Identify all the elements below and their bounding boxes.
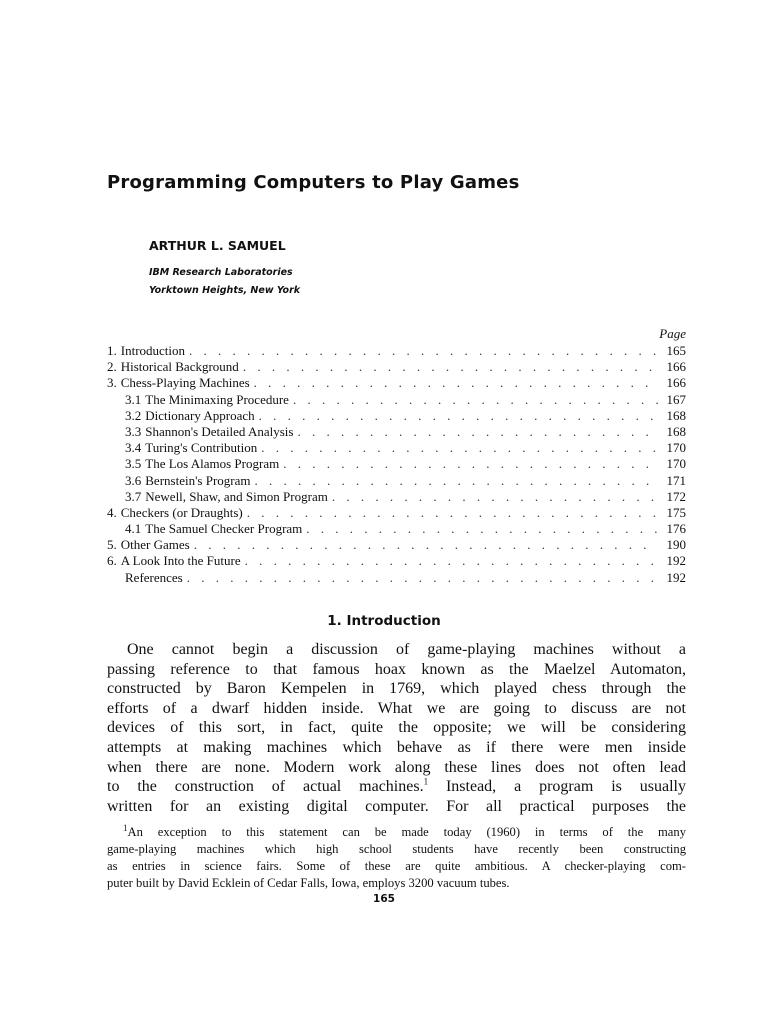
toc-entry-page: 167 xyxy=(666,391,686,407)
footnote-line: puter built by David Ecklein of Cedar Falls, Iowa, employs 3200 vacuum tubes. xyxy=(107,876,510,890)
affiliation-location: Yorktown Heights, New York xyxy=(149,285,301,296)
toc-entry-number: 3.4 xyxy=(125,440,142,456)
body-line: attempts at making machines which behave as if there were men inside xyxy=(107,738,686,756)
toc-entry-label: Bernstein's Program xyxy=(145,472,251,488)
toc-entry-page: 175 xyxy=(666,504,686,520)
toc-entry-label: The Los Alamos Program xyxy=(145,456,280,472)
toc-entry[interactable] xyxy=(107,521,686,537)
toc-entry-label: Dictionary Approach xyxy=(145,407,255,423)
toc-entry-number: 3. xyxy=(107,375,117,391)
footnote xyxy=(107,824,686,892)
page-number: 165 xyxy=(373,893,395,905)
toc-leader-dots xyxy=(245,553,658,569)
footnote-mark: 1 xyxy=(123,822,128,833)
toc-leader-dots xyxy=(189,343,658,359)
toc-entry-number: 3.5 xyxy=(125,456,142,472)
toc-entry[interactable] xyxy=(107,424,686,440)
toc-entry-label: Other Games xyxy=(120,537,190,553)
toc-entry[interactable] xyxy=(107,440,686,456)
toc-entry-label: Introduction xyxy=(120,343,186,358)
toc-entry-label: Shannon's Detailed Analysis xyxy=(145,423,294,439)
toc-entry[interactable] xyxy=(107,392,686,408)
toc-leader-dots xyxy=(297,424,658,440)
toc-leader-dots xyxy=(194,537,658,553)
toc-entry-label: References xyxy=(125,569,183,585)
toc-entry-label: The Samuel Checker Program xyxy=(145,521,303,537)
toc-entry[interactable] xyxy=(107,489,686,505)
toc-entry-page: 192 xyxy=(666,569,686,585)
toc-entry-number: 5. xyxy=(107,537,117,553)
toc-entry-page: 171 xyxy=(666,472,686,488)
toc-entry[interactable] xyxy=(107,343,686,359)
toc-entry-page: 168 xyxy=(666,407,686,423)
toc-entry[interactable] xyxy=(107,359,686,375)
toc-leader-dots xyxy=(187,570,658,586)
toc-entry-label: Newell, Shaw, and Simon Program xyxy=(145,488,328,504)
body-line: passing reference to that famous hoax known as the Maelzel Automaton, xyxy=(107,660,686,678)
toc-entry[interactable] xyxy=(107,473,686,489)
toc-entry-label: A Look Into the Future xyxy=(120,553,241,569)
toc-entry[interactable] xyxy=(107,375,686,391)
body-line-head: to the construction of actual machines. xyxy=(107,778,424,796)
toc-entry-page: 165 xyxy=(666,343,686,358)
article-title: Programming Computers to Play Games xyxy=(107,172,520,193)
toc-entry[interactable] xyxy=(107,537,686,553)
section-heading: 1. Introduction xyxy=(327,613,441,629)
toc-leader-dots xyxy=(259,408,658,424)
toc-entry-number: 6. xyxy=(107,553,117,569)
toc-entry-label: Chess-Playing Machines xyxy=(120,375,250,391)
footnote-reference-mark[interactable]: 1 xyxy=(423,776,429,787)
body-line-with-footnote-ref xyxy=(107,777,686,797)
toc-entry-page: 192 xyxy=(666,553,686,569)
toc-entry-label: The Minimaxing Procedure xyxy=(145,391,289,407)
toc-leader-dots xyxy=(332,489,658,505)
toc-page-heading: Page xyxy=(659,326,686,341)
toc-entry-page: 176 xyxy=(666,521,686,537)
toc-entry-page: 166 xyxy=(666,375,686,391)
toc-leader-dots xyxy=(283,456,658,472)
body-text xyxy=(107,640,686,816)
toc-entry[interactable] xyxy=(107,456,686,472)
toc-entry-label: Checkers (or Draughts) xyxy=(120,504,243,520)
toc-entry[interactable] xyxy=(107,408,686,424)
toc-leader-dots xyxy=(254,375,658,391)
toc-entry-number: 4.1 xyxy=(125,521,142,537)
body-line: when there are none. Modern work along these lines does not often lead xyxy=(107,758,686,776)
body-line-tail: Instead, a program is usually xyxy=(428,778,686,796)
toc-entry-number: 4. xyxy=(107,504,117,520)
toc-entry[interactable] xyxy=(107,570,686,586)
toc-entry-number: 1. xyxy=(107,343,117,358)
toc-entry-number: 3.7 xyxy=(125,488,142,504)
toc-entry-number: 3.2 xyxy=(125,407,142,423)
toc-entry-page: 170 xyxy=(666,456,686,472)
affiliation-institution: IBM Research Laboratories xyxy=(149,267,293,278)
toc-entry-number: 3.1 xyxy=(125,391,142,407)
footnote-line-text: An exception to this statement can be made today (1960) in terms of the many xyxy=(127,825,686,839)
body-line: One cannot begin a discussion of game-playing machines without a xyxy=(127,641,686,658)
body-line: constructed by Baron Kempelen in 1769, which played chess through the xyxy=(107,680,686,698)
toc-entry[interactable] xyxy=(107,553,686,569)
toc-entry-label: Historical Background xyxy=(120,359,239,375)
toc-entry[interactable] xyxy=(107,505,686,521)
author-name: ARTHUR L. SAMUEL xyxy=(149,238,286,253)
toc-leader-dots xyxy=(243,359,658,375)
toc-entry-page: 168 xyxy=(666,423,686,439)
toc-entry-page: 172 xyxy=(666,488,686,504)
toc-entry-number: 2. xyxy=(107,359,117,375)
footnote-line: as entries in science fairs. Some of these are quite ambitious. A checker-playing com- xyxy=(107,859,686,873)
body-line: efforts of a dwarf hidden inside. What we are going to discuss are not xyxy=(107,699,686,717)
toc-entry-label: Turing's Contribution xyxy=(145,440,258,456)
toc-entry-page: 166 xyxy=(666,359,686,375)
footnote-line: game-playing machines which high school students have recently been constructing xyxy=(107,842,686,856)
toc-entry-number: 3.3 xyxy=(125,423,142,439)
toc-leader-dots xyxy=(255,473,659,489)
toc-leader-dots xyxy=(306,521,658,537)
toc-leader-dots xyxy=(261,440,658,456)
table-of-contents xyxy=(107,343,686,586)
body-line: devices of this sort, in fact, quite the opposite; we will be considering xyxy=(107,719,686,737)
toc-entry-number: 3.6 xyxy=(125,472,142,488)
body-line: written for an existing digital computer. For all practical purposes the xyxy=(107,797,686,815)
toc-entry-page: 170 xyxy=(666,440,686,456)
toc-entry-page: 190 xyxy=(666,537,686,553)
toc-leader-dots xyxy=(293,392,658,408)
footnote-line xyxy=(107,824,686,841)
toc-leader-dots xyxy=(247,505,658,521)
